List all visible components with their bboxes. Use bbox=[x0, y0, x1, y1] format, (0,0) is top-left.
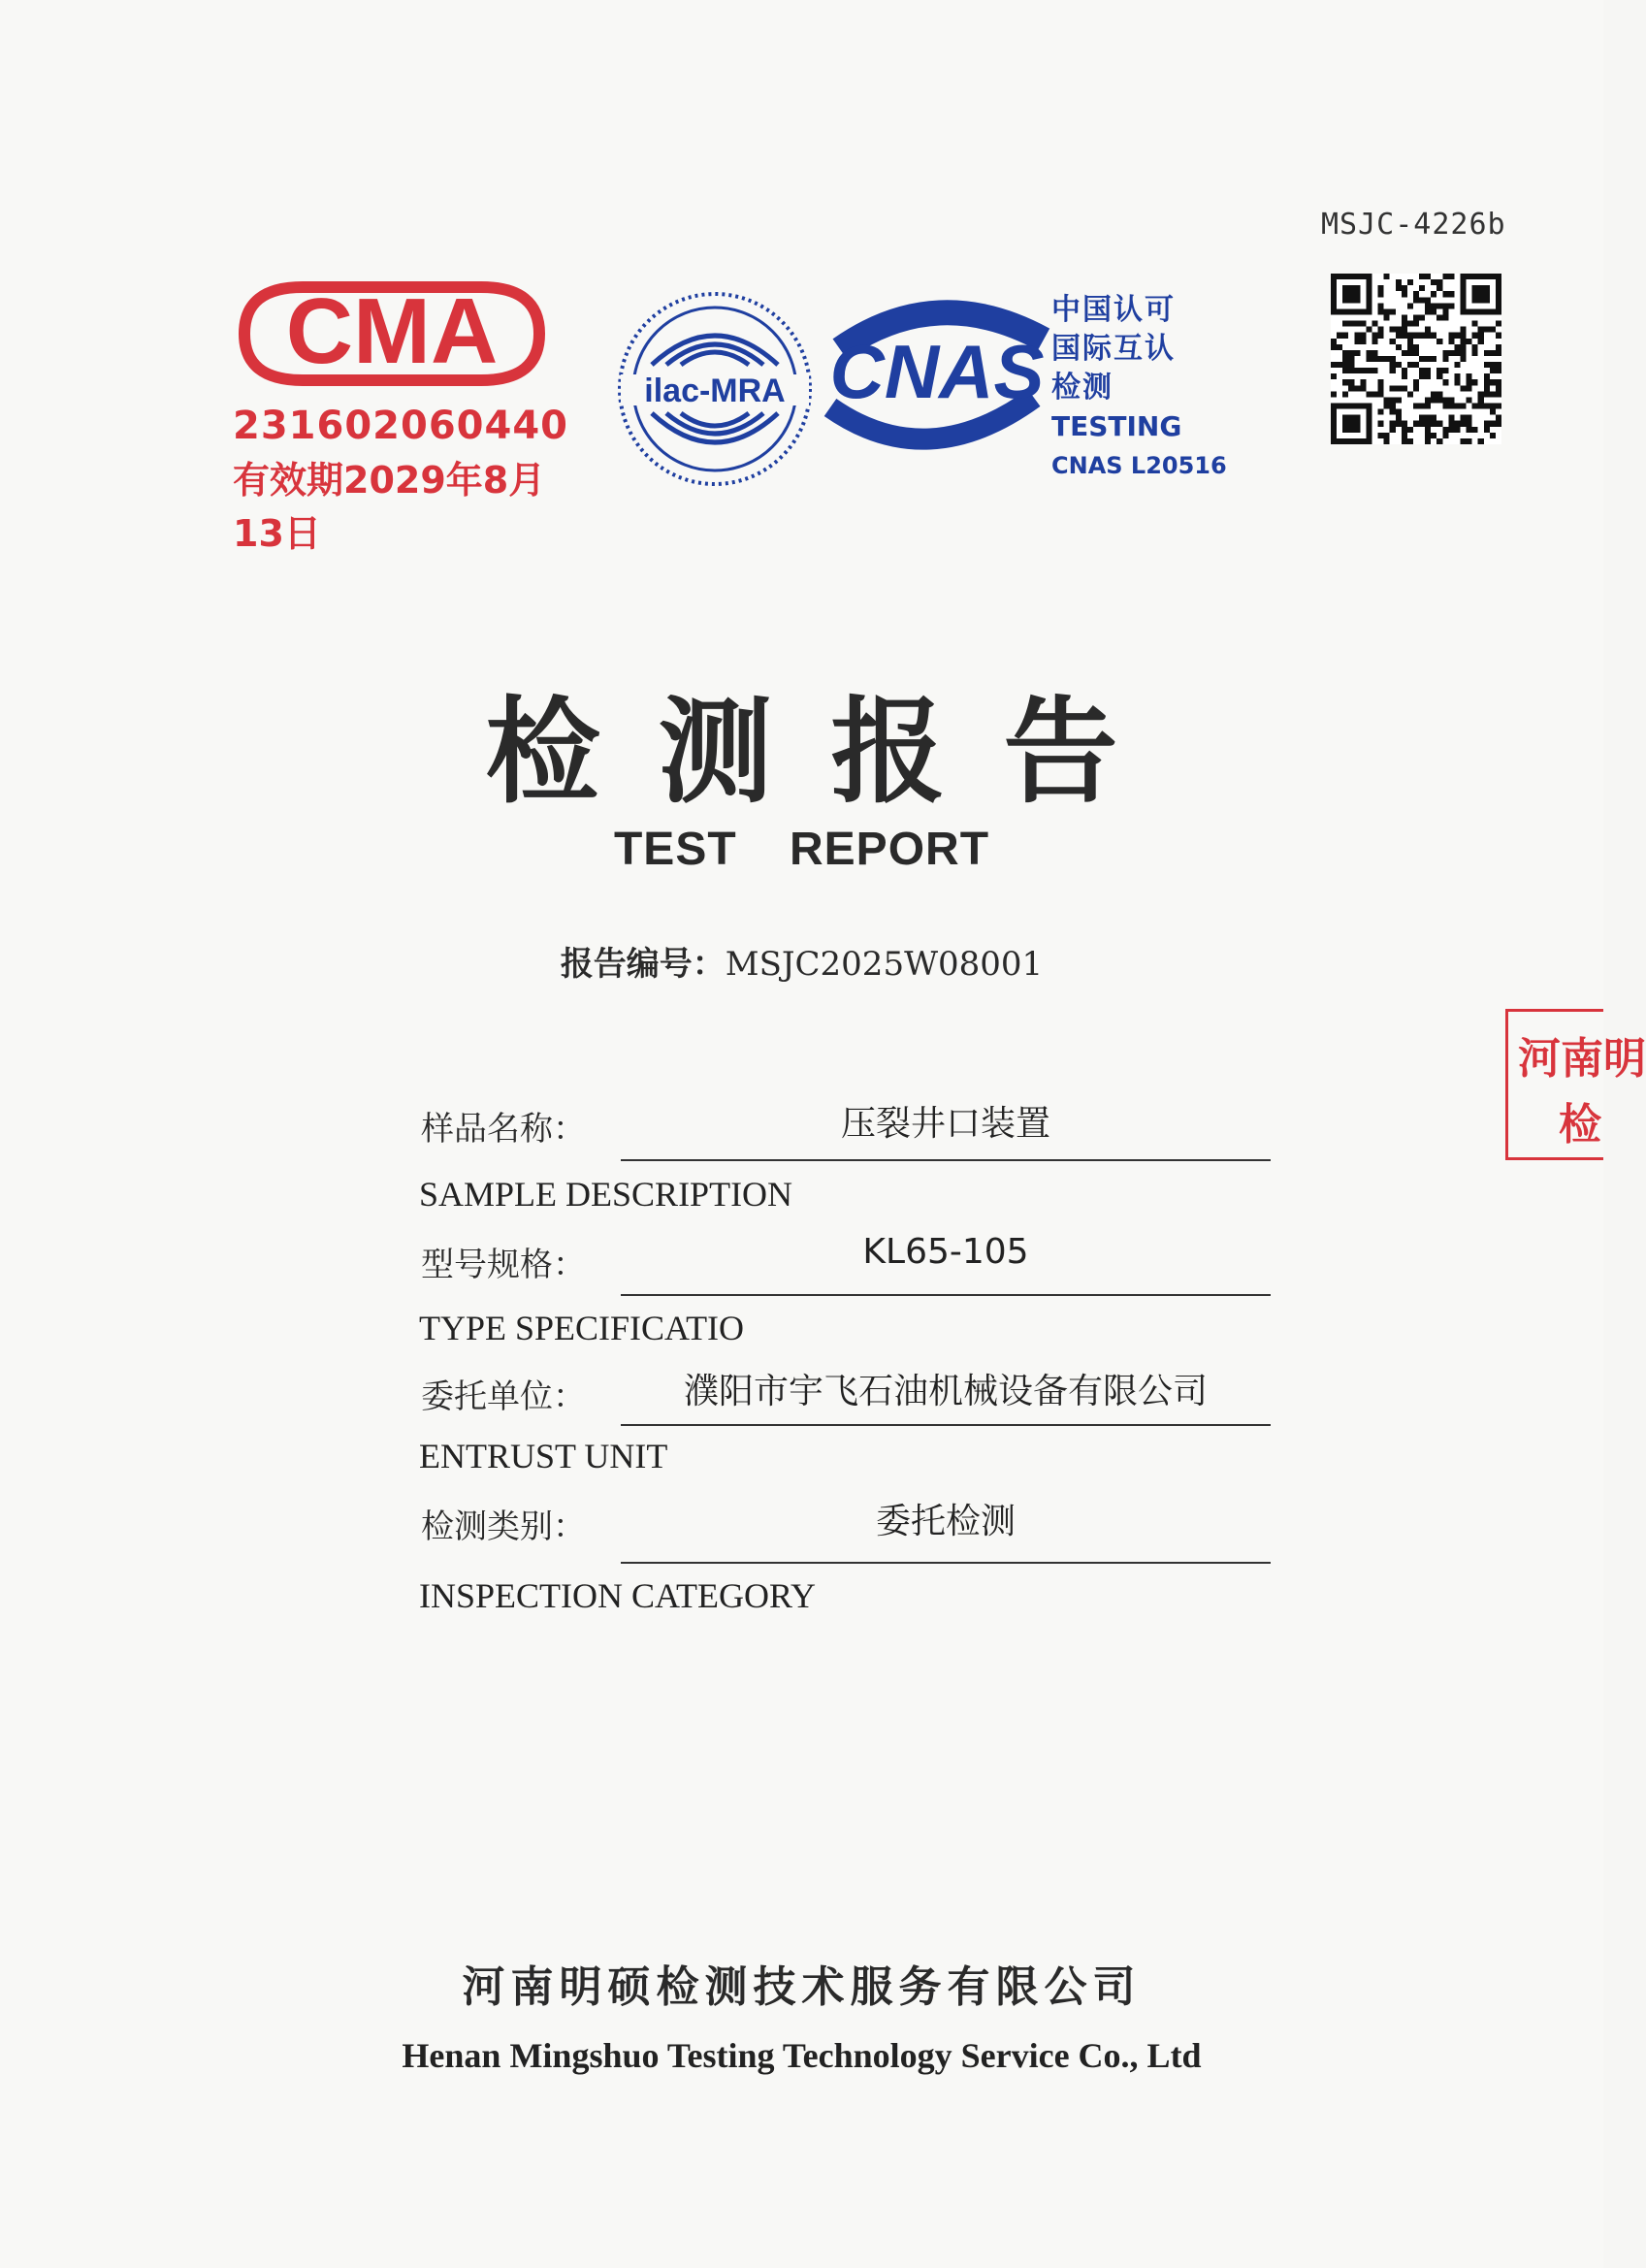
report-title-zh: 检测报告 bbox=[485, 685, 1177, 819]
cnas-line-1: 中国认可 bbox=[1051, 293, 1176, 327]
cnas-testing: TESTING bbox=[1051, 410, 1182, 442]
entrust-label-zh: 委托单位： bbox=[421, 1377, 586, 1416]
title-en-word-1: TEST bbox=[613, 824, 737, 875]
sample-label-zh: 样品名称： bbox=[421, 1110, 586, 1149]
seal-line-2: 检 bbox=[1559, 1100, 1601, 1150]
cma-validity: 有效期2029年8月13日 bbox=[233, 459, 546, 555]
type-value: KL65-105 bbox=[862, 1232, 1029, 1272]
entrust-underline bbox=[621, 1424, 1271, 1426]
ilac-logo-text: ilac-MRA bbox=[644, 373, 786, 409]
report-title-en bbox=[0, 823, 1603, 876]
report-number-label: 报告编号： bbox=[560, 945, 726, 984]
cnas-line-2: 国际互认 bbox=[1051, 332, 1176, 366]
qr-code bbox=[1331, 274, 1501, 444]
company-seal-stamp bbox=[1505, 1009, 1646, 1160]
entrust-value: 濮阳市宇飞石油机械设备有限公司 bbox=[683, 1372, 1208, 1411]
report-number bbox=[0, 937, 1603, 985]
document-code: MSJC-4226b bbox=[1321, 208, 1506, 242]
cnas-caption bbox=[1051, 291, 1227, 485]
company-name-zh: 河南明硕检测技术服务有限公司 bbox=[462, 1962, 1142, 2012]
sample-label-en: SAMPLE DESCRIPTION bbox=[419, 1175, 793, 1214]
category-label-zh: 检测类别： bbox=[421, 1507, 586, 1546]
cnas-logo-text: CNAS bbox=[829, 329, 1045, 414]
title-en-word-2: REPORT bbox=[790, 824, 990, 875]
sample-underline bbox=[621, 1159, 1271, 1161]
cnas-reg-number: CNAS L20516 bbox=[1051, 452, 1227, 479]
cma-logo-text: CMA bbox=[285, 279, 499, 383]
cnas-logo bbox=[811, 291, 1063, 456]
type-label-en: TYPE SPECIFICATIO bbox=[419, 1309, 745, 1347]
sample-value: 压裂井口装置 bbox=[840, 1104, 1050, 1144]
cnas-line-3: 检测 bbox=[1051, 371, 1113, 405]
type-underline bbox=[621, 1294, 1271, 1296]
type-label-zh: 型号规格： bbox=[421, 1246, 586, 1284]
report-number-value: MSJC2025W08001 bbox=[725, 945, 1044, 984]
category-label-en: INSPECTION CATEGORY bbox=[419, 1576, 817, 1615]
entrust-label-en: ENTRUST UNIT bbox=[419, 1437, 668, 1475]
category-underline bbox=[621, 1562, 1271, 1564]
company-name-en: Henan Mingshuo Testing Technology Service Co., Ltd bbox=[402, 2036, 1202, 2075]
cma-cert-number: 231602060440 bbox=[233, 404, 568, 448]
ilac-mra-logo bbox=[613, 287, 817, 491]
seal-line-1: 河南明 bbox=[1518, 1034, 1646, 1084]
category-value: 委托检测 bbox=[875, 1502, 1016, 1541]
